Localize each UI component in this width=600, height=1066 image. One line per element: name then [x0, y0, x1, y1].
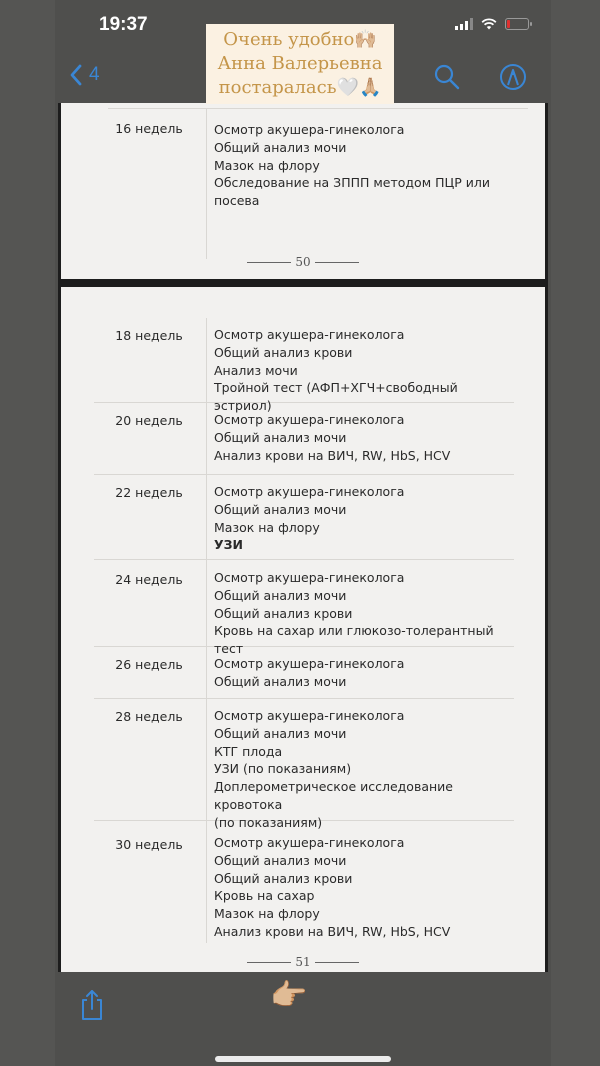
- page-number: [61, 955, 545, 969]
- exam-item: КТГ плода: [214, 743, 283, 759]
- exam-item: Общий анализ мочи: [214, 587, 347, 603]
- column-divider: [206, 475, 207, 559]
- exam-item: Доплерометрическое исследование кровотока: [214, 779, 453, 812]
- exam-item: Кровь на сахар или глюкозо-толерантный тест: [214, 623, 494, 657]
- exam-item: Кровь на сахар: [214, 888, 315, 904]
- week-label: 28 недель: [115, 709, 183, 724]
- column-divider: [206, 318, 207, 402]
- exam-item: Анализ крови на ВИЧ, RW, HbS, HCV: [214, 447, 451, 463]
- column-divider: [206, 821, 207, 943]
- exam-list: [214, 411, 450, 464]
- home-indicator[interactable]: [215, 1056, 391, 1062]
- schedule-row: [94, 318, 514, 414]
- exam-item: Общий анализ мочи: [214, 139, 347, 155]
- sticker-line-1: Очень удобно🙌🏼: [223, 29, 377, 50]
- exam-item: Общий анализ мочи: [214, 501, 347, 517]
- exam-item: Общий анализ крови: [214, 344, 353, 360]
- share-icon[interactable]: [79, 988, 105, 1022]
- week-label: 22 недель: [115, 485, 183, 500]
- week-label: 24 недель: [115, 572, 183, 587]
- exam-item: Общий анализ мочи: [214, 725, 347, 741]
- exam-item: Тройной тест (АФП+ХГЧ+свободный эстриол): [214, 380, 458, 414]
- column-divider: [206, 403, 207, 474]
- back-count: 4: [89, 64, 100, 85]
- search-icon[interactable]: [433, 63, 461, 91]
- exam-list: [214, 834, 450, 941]
- exam-item: Обследование на ЗППП методом ПЦР или посева: [214, 175, 490, 209]
- exam-item: Общий анализ крови: [214, 870, 353, 886]
- exam-list: [214, 655, 404, 691]
- status-time: 19:37: [99, 14, 148, 35]
- exam-item: Мазок на флору: [214, 157, 320, 173]
- wifi-icon: [481, 18, 497, 30]
- schedule-row: [94, 109, 514, 269]
- column-divider: [206, 109, 207, 259]
- exam-item: Мазок на флору: [214, 519, 320, 535]
- schedule-row: [94, 560, 514, 657]
- status-icons: [455, 18, 529, 30]
- exam-item: Общий анализ мочи: [214, 852, 347, 868]
- pdf-page-50: [58, 103, 548, 279]
- page-number-text: 50: [295, 255, 311, 269]
- page-separator: [58, 279, 548, 287]
- schedule-row: [94, 821, 514, 951]
- exam-item: Осмотр акушера-гинеколога: [214, 122, 405, 137]
- schedule-row: [94, 647, 514, 699]
- exam-item: Общий анализ мочи: [214, 429, 347, 445]
- story-text-sticker: [206, 24, 394, 104]
- exam-item: Осмотр акушера-гинеколога: [214, 708, 405, 723]
- exam-item: Осмотр акушера-гинеколога: [214, 570, 405, 585]
- schedule-row: [94, 403, 514, 475]
- exam-list: [214, 569, 514, 658]
- week-label: 30 недель: [115, 837, 183, 852]
- exam-item: УЗИ (по показаниям): [214, 761, 352, 777]
- week-label: 16 недель: [115, 121, 183, 136]
- sticker-line-2: Анна Валерьевна: [217, 53, 383, 74]
- exam-list: [214, 483, 404, 554]
- week-label: 18 недель: [115, 328, 183, 343]
- week-label: 26 недель: [115, 657, 183, 672]
- exam-item: Общий анализ мочи: [214, 673, 347, 689]
- pointing-hand-sticker: 👉🏼: [270, 978, 308, 1013]
- exam-list: [214, 121, 514, 210]
- markup-pen-icon[interactable]: [499, 63, 527, 91]
- exam-item: Осмотр акушера-гинеколога: [214, 484, 405, 499]
- exam-item-ultrasound: УЗИ: [214, 537, 243, 553]
- week-label: 20 недель: [115, 413, 183, 428]
- nav-actions: [433, 63, 527, 91]
- schedule-row: [94, 475, 514, 560]
- exam-item: Анализ мочи: [214, 362, 298, 378]
- exam-item: Общий анализ крови: [214, 605, 353, 621]
- column-divider: [206, 647, 207, 698]
- sticker-line-3: постаралась🤍🙏🏼: [218, 77, 382, 98]
- bottom-toolbar: [55, 972, 551, 1066]
- page-number: [61, 255, 545, 269]
- exam-item: Анализ крови на ВИЧ, RW, HbS, HCV: [214, 923, 451, 939]
- chevron-left-icon: [69, 63, 83, 87]
- battery-icon: [505, 18, 529, 30]
- pdf-page-51: [58, 287, 548, 972]
- exam-item: (по показаниям): [214, 814, 323, 830]
- page-number-text: 51: [295, 955, 311, 969]
- schedule-row: [94, 699, 514, 830]
- exam-list: [214, 707, 514, 832]
- cellular-signal-icon: [455, 18, 473, 30]
- exam-item: Осмотр акушера-гинеколога: [214, 656, 405, 671]
- exam-item: Осмотр акушера-гинеколога: [214, 327, 405, 342]
- exam-item: Осмотр акушера-гинеколога: [214, 835, 405, 850]
- column-divider: [206, 699, 207, 820]
- exam-item: Мазок на флору: [214, 906, 320, 922]
- exam-item: Осмотр акушера-гинеколога: [214, 412, 405, 427]
- exam-list: [214, 326, 514, 415]
- back-button[interactable]: [69, 63, 100, 87]
- column-divider: [206, 560, 207, 646]
